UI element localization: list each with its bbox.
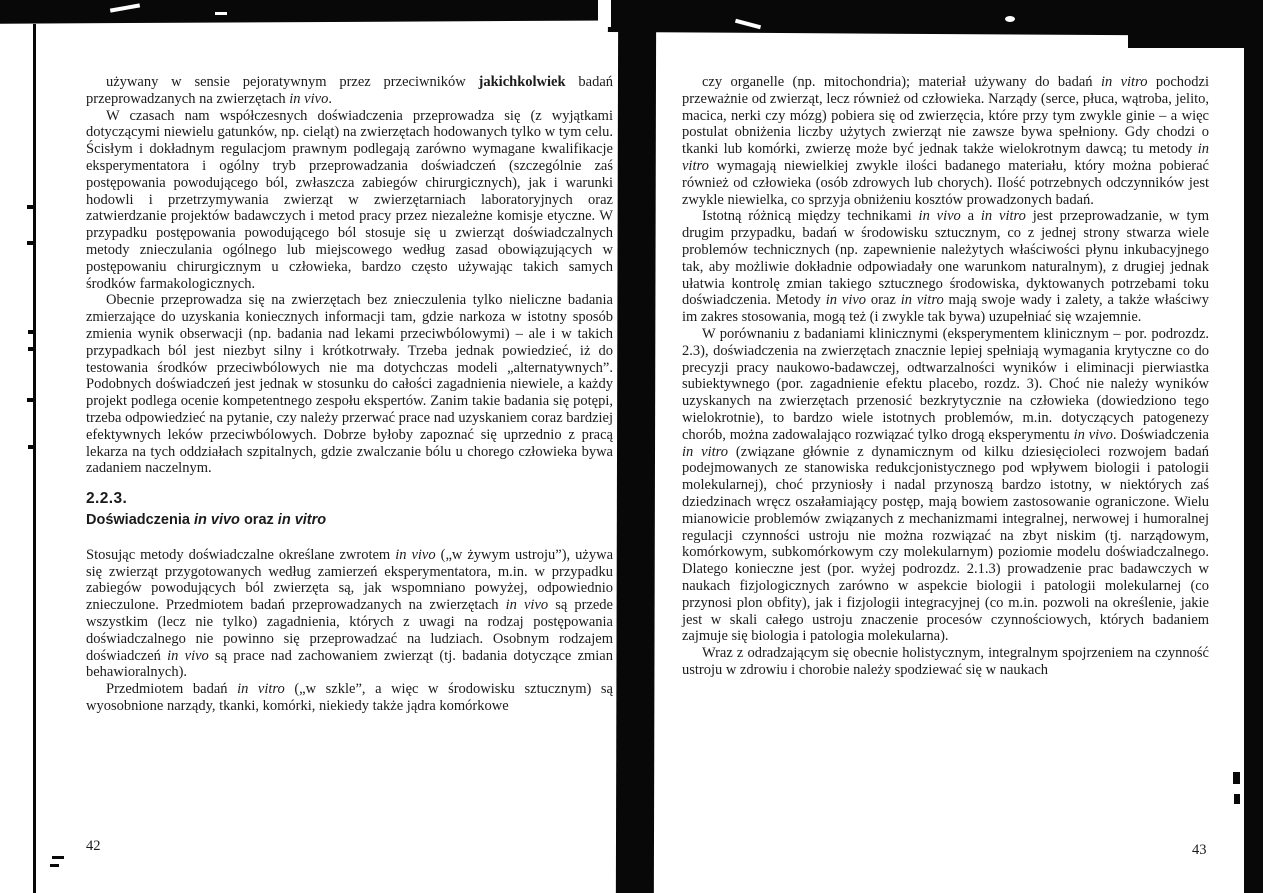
- scan-mark: [1234, 794, 1240, 804]
- paragraph: Wraz z odradzającym się obecnie holistycznym, integralnym spojrzeniem na czynność ustroju w zdrowiu i chorobie należy spodziewać się w naukach: [682, 645, 1209, 678]
- scan-mark: [28, 347, 36, 351]
- scan-corner-top-right: [1128, 0, 1263, 48]
- scan-mark: [27, 398, 36, 402]
- scan-edge-right: [1244, 0, 1263, 893]
- paragraph: używany w sensie pejoratywnym przez przeciwników jakichkolwiek badań przeprowadzanych na zwierzętach in vivo.: [86, 74, 614, 107]
- page-number-right: 43: [1192, 842, 1207, 858]
- paragraph: W porównaniu z badaniami klinicznymi (eksperymentem klinicznym – por. podrozdz. 2.3), doświadczenia na zwierzętach znacznie lepiej spełniają wymagania krytyczne co do precyzji pracy naukowo-badawczej, odtwarzalności wyników i eliminacji pierwiastka subiektywnego (por. zagadnienie efektu placebo, rozdz. 3). Choć nie należy wyników uzyskanych na zwierzętach przenosić bezkrytycznie na człowieka (dowiedziono tego wielokrotnie), to bardzo wiele istotnych problemów, m.in. dotyczących patogenezy chorób, można zadowalająco rozwiązać tylko drogą eksperymentu in vivo. Doświadczenia in vitro (związane głównie z dynamicznym od kilku dziesięcioleci rozwojem badań podejmowanych ze stanowiska redukcjonistycznego pod wpływem biologii i patologii molekularnej), choć przyniosły i nadal przynoszą bardzo istotny, w niektórych zaś dziedzinach wręcz oszałamiający postęp, mają bowiem zastosowanie ograniczone. Wielu mianowicie problemów związanych z mechanizmami integralnej, nerwowej i humoralnej regulacji czynności ustroju nie można rozwiązać na zbyt niskim (tj. narządowym, komórkowym, subkomórkowym czy molekularnym) poziomie modelu doświadczalnego. Dlatego konieczne jest (por. wyżej podrozdz. 2.1.3) prowadzenie prac badawczych w naukach fizjologicznych zarówno w aspekcie biologii i patologii molekularnej (co przynosi plon obfity), jak i fizjologii integracyjnej (co m.in. pozwoli na określenie, jakie jest w skali całego ustroju znaczenie procesów czynnościowych, których badaniem zajmuje się biologia i patologia molekularna).: [682, 325, 1209, 645]
- scan-white-notch: [598, 0, 611, 27]
- paragraph: Istotną różnicą między technikami in vivo a in vitro jest przeprowadzanie, w tym drugim przypadku, badań w środowisku sztucznym, co z jednej strony stwarza wiele problemów technicznych (np. zapewnienie należytych właściwości płynu inkubacyjnego tak, aby możliwie dokładnie odpowiadały one warunkom naturalnym), z drugiej jednak ułatwia kontrolę zmian takiego sztucznego środowiska, dyktowanych potrzebami toku doświadczenia. Metody in vivo oraz in vitro mają swoje wady i zalety, a także właściwy im zakres stosowania, mogą też (i zwykle tak bywa) uzupełniać się wzajemnie.: [682, 208, 1209, 326]
- scan-mark: [28, 445, 36, 449]
- scan-mark: [27, 241, 36, 245]
- scan-mark: [52, 856, 64, 859]
- paragraph: Obecnie przeprowadza się na zwierzętach bez znieczulenia tylko nieliczne badania zmierzające do uzyskania koniecznych informacji tam, gdzie narkoza w istotny sposób zmienia wynik obserwacji (np. badania nad lekami przeciwbólowymi) – ale i w takich przypadkach ból jest niezbyt silny i krótkotrwały. Trzeba jednak powiedzieć, iż do testowania środków przeciwbólowych nie ma dotychczas modeli „alternatywnych”. Podobnych doświadczeń jest jednak w stosunku do całości zagadnienia niewiele, a każdy projekt podlega ocenie kompetentnego zespołu ekspertów. Zanim takie badania się potępi, trzeba odpowiedzieć na pytanie, czy należy przerwać prace nad uzyskaniem coraz bardziej efektywnych leków przeciwbólowych. Dobrze byłoby zapoznać się uprzednio z pracą lekarza na tych oddziałach szpitalnych, gdzie zwalczanie bólu u chorego człowieka bywa zadaniem naczelnym.: [86, 292, 613, 477]
- scan-mark: [1233, 772, 1240, 784]
- scan-speck: [215, 12, 227, 15]
- scan-speck: [1005, 16, 1015, 22]
- paragraph: czy organelle (np. mitochondria); materiał używany do badań in vitro pochodzi przeważnie od zwierząt, lecz również od człowieka. Narządy (serce, płuca, wątroba, jelito, macica, nerki czy mózg) pobiera się od zwierzęcia, które przy tym zwykle ginie – a więc postulat obniżenia liczby użytych zwierząt nie zawsze bywa spełniony. Gdy chodzi o tkanki lub komórki, zwierzę może być jednak także wielokrotnym dawcą; tu metody in vitro wymagają niewielkiej zwykle ilości badanego materiału, który można pobierać również od człowieka (osób zdrowych lub chorych). Ilość potrzebnych odczynników jest zwykle niewielka, co sprzyja obniżeniu kosztów prowadzonych badań.: [682, 74, 1209, 208]
- scan-mark: [50, 864, 59, 867]
- scan-mark: [28, 330, 36, 334]
- scan-edge-left-line: [33, 24, 36, 893]
- left-page: [86, 74, 613, 715]
- section-title: Doświadczenia in vivo oraz in vitro: [86, 511, 327, 528]
- right-page: [682, 74, 1209, 679]
- paragraph: W czasach nam współczesnych doświadczenia przeprowadza się (z wyjątkami dotyczącymi niewielu gatunków, np. cieląt) na zwierzętach hodowanych tylko w tym celu. Ścisłym i dokładnym regulacjom prawnym podlegają zarówno wymagane kwalifikacje eksperymentatora i ogólny tryb przeprowadzania doświadczeń (szczególnie zaś postępowania powodującego ból, zwłaszcza zabiegów chirurgicznych), jak i warunki hodowli i przetrzymywania zwierząt w zwierzętarniach laboratoryjnych oraz zatwierdzanie projektów badawczych i metod pracy przez niezależne komisje etyczne. W przypadku postępowania powodującego ból stosuje się u zwierząt doświadczalnych metody znieczulania ogólnego lub miejscowego według zasad obowiązujących w postępowaniu chirurgicznym u człowieka, bardzo często używając takich samych środków farmakologicznych.: [86, 107, 613, 292]
- page-number-left: 42: [86, 838, 101, 854]
- paragraph: Stosując metody doświadczalne określane zwrotem in vivo („w żywym ustroju”), używa się zwierząt przygotowanych według zamierzeń eksperymentatora, m.in. w przypadku zabiegów powodujących ból zwierzęta są, jak wspomniano powyżej, odpowiednio znieczulone. Przedmiotem badań przeprowadzanych na zwierzętach in vivo są przede wszystkim (lecz nie tylko) zagadnienia, których z uwagi na rodzaj postępowania doświadczalnego nie powinno się przeprowadzać na ludziach. Osobnym rodzajem doświadczeń in vivo są prace nad zachowaniem zwierząt (tj. badania dotyczące zmian behawioralnych).: [86, 546, 614, 681]
- scan-edge-top-left: [0, 0, 656, 24]
- section-heading: [86, 491, 613, 529]
- scan-gutter-shadow: [616, 22, 656, 893]
- scan-mark: [27, 205, 36, 209]
- section-number: 2.2.3.: [86, 490, 128, 508]
- paragraph: Przedmiotem badań in vitro („w szkle”, a więc w środowisku sztucznym) są wyosobnione narządy, tkanki, komórki, niekiedy także jądra komórkowe: [86, 681, 613, 714]
